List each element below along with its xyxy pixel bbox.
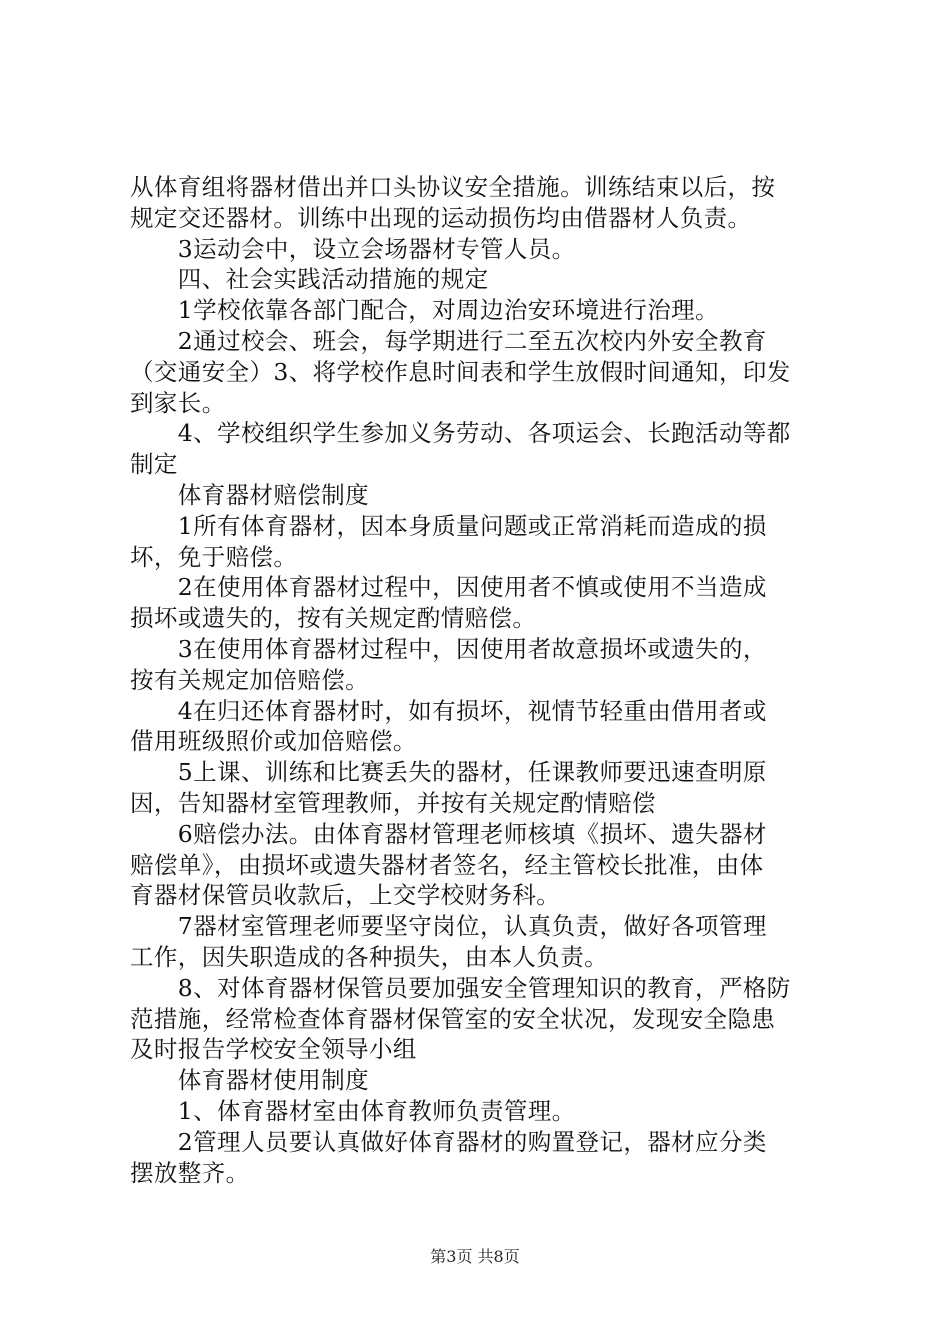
section-heading: 体育器材赔偿制度 [130,480,369,509]
text-line: 1学校依靠各部门配合，对周边治安环境进行治理。 [130,296,719,325]
text-line: 赔偿单》，由损坏或遗失器材者签名，经主管校长批准，由体 [130,850,764,879]
text-line: 1所有体育器材，因本身质量问题或正常消耗而造成的损 [130,511,767,540]
page-number: 第3页 共8页 [430,1247,520,1266]
text-line: 规定交还器材。训练中出现的运动损伤均由借器材人负责。 [130,203,752,232]
text-line: 到家长。 [130,388,226,417]
text-line: 坏，免于赔偿。 [130,542,298,571]
section-heading: 四、社会实践活动措施的规定 [130,265,489,294]
page-footer [0,1244,950,1267]
text-line: 2管理人员要认真做好体育器材的购置登记，器材应分类 [130,1127,767,1156]
document-body [130,172,835,1188]
text-line: 4在归还体育器材时，如有损坏，视情节轻重由借用者或 [130,696,767,725]
text-line: 1、体育器材室由体育教师负责管理。 [130,1096,576,1125]
text-line: 按有关规定加倍赔偿。 [130,665,369,694]
text-line: 因，告知器材室管理教师，并按有关规定酌情赔偿 [130,788,656,817]
text-line: 从体育组将器材借出并口头协议安全措施。训练结束以后，按 [130,173,776,201]
text-line: 育器材保管员收款后，上交学校财务科。 [130,881,561,910]
text-line: 范措施，经常检查体育器材保管室的安全状况，发现安全隐患 [130,1004,776,1033]
text-line: 及时报告学校安全领导小组 [130,1035,417,1064]
text-line: 借用班级照价或加倍赔偿。 [130,727,417,756]
text-line: 制定 [130,450,178,479]
text-line: 5上课、训练和比赛丢失的器材，任课教师要迅速查明原 [130,758,767,787]
text-line: 6赔偿办法。由体育器材管理老师核填《损坏、遗失器材 [130,819,767,848]
text-line: 损坏或遗失的，按有关规定酌情赔偿。 [130,604,537,633]
text-line: 8、对体育器材保管员要加强安全管理知识的教育，严格防 [130,973,791,1002]
text-line: 摆放整齐。 [130,1158,250,1187]
text-line: （交通安全）3、将学校作息时间表和学生放假时间通知，印发 [130,357,791,386]
text-line: 2通过校会、班会，每学期进行二至五次校内外安全教育 [130,326,767,355]
text-line: 7器材室管理老师要坚守岗位，认真负责，做好各项管理 [130,912,767,941]
text-line: 2在使用体育器材过程中，因使用者不慎或使用不当造成 [130,573,767,602]
section-heading: 体育器材使用制度 [130,1066,369,1095]
text-line: 工作，因失职造成的各种损失，由本人负责。 [130,942,608,971]
text-line: 3在使用体育器材过程中，因使用者故意损坏或遗失的， [130,634,767,663]
text-line: 3运动会中，设立会场器材专管人员。 [130,234,576,263]
text-line: 4、学校组织学生参加义务劳动、各项运会、长跑活动等都 [130,419,791,448]
